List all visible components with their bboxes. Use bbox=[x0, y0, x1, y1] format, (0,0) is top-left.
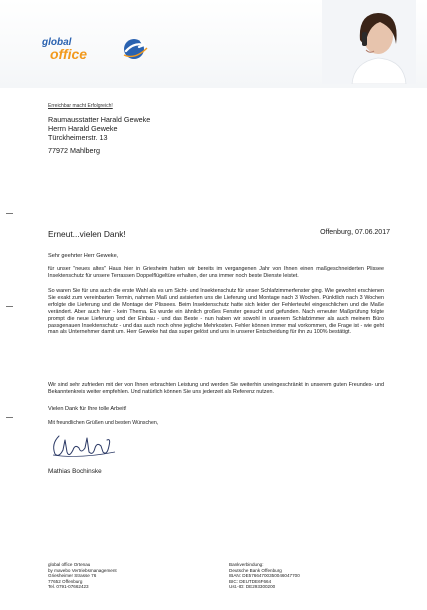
body-paragraph: für unser "neues altes" Haus hier in Griesheim hatten wir bereits im vergangenen Jahr von Ihnen einen maßgeschneiderten Plissee Insektenschutz für unsere Terrassen Doppelflügeltüre erhalten, der uns immer noch beste Dienste leistet. bbox=[48, 266, 384, 279]
recipient-city: 77972 Mahlberg bbox=[48, 146, 100, 155]
fold-mark bbox=[6, 417, 13, 418]
handwritten-signature bbox=[49, 428, 121, 462]
header-photo-woman-phone bbox=[322, 0, 416, 84]
footer-bank-info bbox=[229, 562, 300, 590]
recipient-name: Herrn Harald Geweke bbox=[48, 124, 118, 133]
body-paragraph: Wir sind sehr zufrieden mit der von Ihnen erbrachten Leistung und werden Sie weiterhin uneingeschränkt in unserem guten Freundes- und Bekanntenkreis weiter empfehlen. Und natürlich können Sie uns jederzeit als Referenz nutzen. bbox=[48, 382, 384, 395]
logo-word-office: office bbox=[50, 46, 88, 62]
punch-mark bbox=[6, 306, 13, 307]
salutation: Sehr geehrter Herr Geweke, bbox=[48, 253, 119, 259]
footer-company-name: global office Ortenau bbox=[48, 562, 91, 567]
fold-mark bbox=[6, 213, 13, 214]
thanks-line: Vielen Dank für Ihre tolle Arbeit! bbox=[48, 406, 127, 412]
company-logo bbox=[42, 34, 162, 66]
footer-street: Griesheimer Strasse 76 bbox=[48, 573, 97, 579]
footer-phone: Tel. 0791-07662423 bbox=[48, 584, 89, 590]
body-paragraph: So waren Sie für uns auch die erste Wahl als es um Sicht- und Insektenschutz für unser Schlafzimmerfenster ging. Wie gewohnt erschienen Sie exakt zum vereinbarten Termin, nahmen Maß und avisierten uns die Lieferung und Montage nach 3 Wochen. Pünktlich nach 3 Wochen erfolgte die Lieferung und die Montage der Plissees. Beim Insektenschutz hatte sich leider der Fehlerteufel eingeschlichen und die Maße verändert. Aber auch hier - kein Thema. Es wurde ein ähnlich großes Fenster gesucht und gefunden. Nach erneuter Maßprüfung folgte prompt die neue Lieferung und der Einbau - und das Beste - nun haben wir sowohl in unserem Schlafzimmer als auch meinem Büro passgenauen Insektenschutz - und das auch noch ohne jegliche Mehrkosten. Fehler können immer mal vorkommen, die Frage ist - wie geht man als Unternehmer damit um. Herr Geweke hat das super gelöst und uns in unserer Entscheidung für ihn zu 100% bestätigt. bbox=[48, 288, 384, 336]
footer-iban: IBAN: DE57664700350046047700 bbox=[229, 573, 300, 579]
footer-company-info bbox=[48, 562, 117, 590]
footer-bic: BIC: DEUTDE6F664 bbox=[229, 578, 272, 584]
footer-vat-id: Ust.-ID: DE293300200 bbox=[229, 584, 276, 590]
footer-bank-heading: Bankverbindung: bbox=[229, 562, 264, 567]
globe-arrow-icon bbox=[120, 34, 150, 64]
footer-bank-name: Deutsche Bank Offenburg bbox=[229, 567, 282, 573]
recipient-company: Raumausstatter Harald Geweke bbox=[48, 115, 151, 124]
closing-line: Mit freundlichen Grüßen und besten Wünschen, bbox=[48, 420, 159, 426]
footer-city: 77652 Offenburg bbox=[48, 578, 83, 584]
signer-name: Mathias Bochinske bbox=[48, 468, 102, 475]
logo-word-global: global bbox=[42, 37, 72, 48]
recipient-address bbox=[48, 115, 150, 142]
letter-subject: Erneut...vielen Dank! bbox=[48, 229, 126, 239]
letter-date: Offenburg, 07.06.2017 bbox=[320, 229, 390, 236]
return-address-line: Erreichbar macht Erfolgreich! bbox=[48, 103, 113, 109]
recipient-street: Türckheimerstr. 13 bbox=[48, 133, 108, 142]
footer-company-sub: by mavebo Vertriebsmanagement bbox=[48, 567, 117, 573]
